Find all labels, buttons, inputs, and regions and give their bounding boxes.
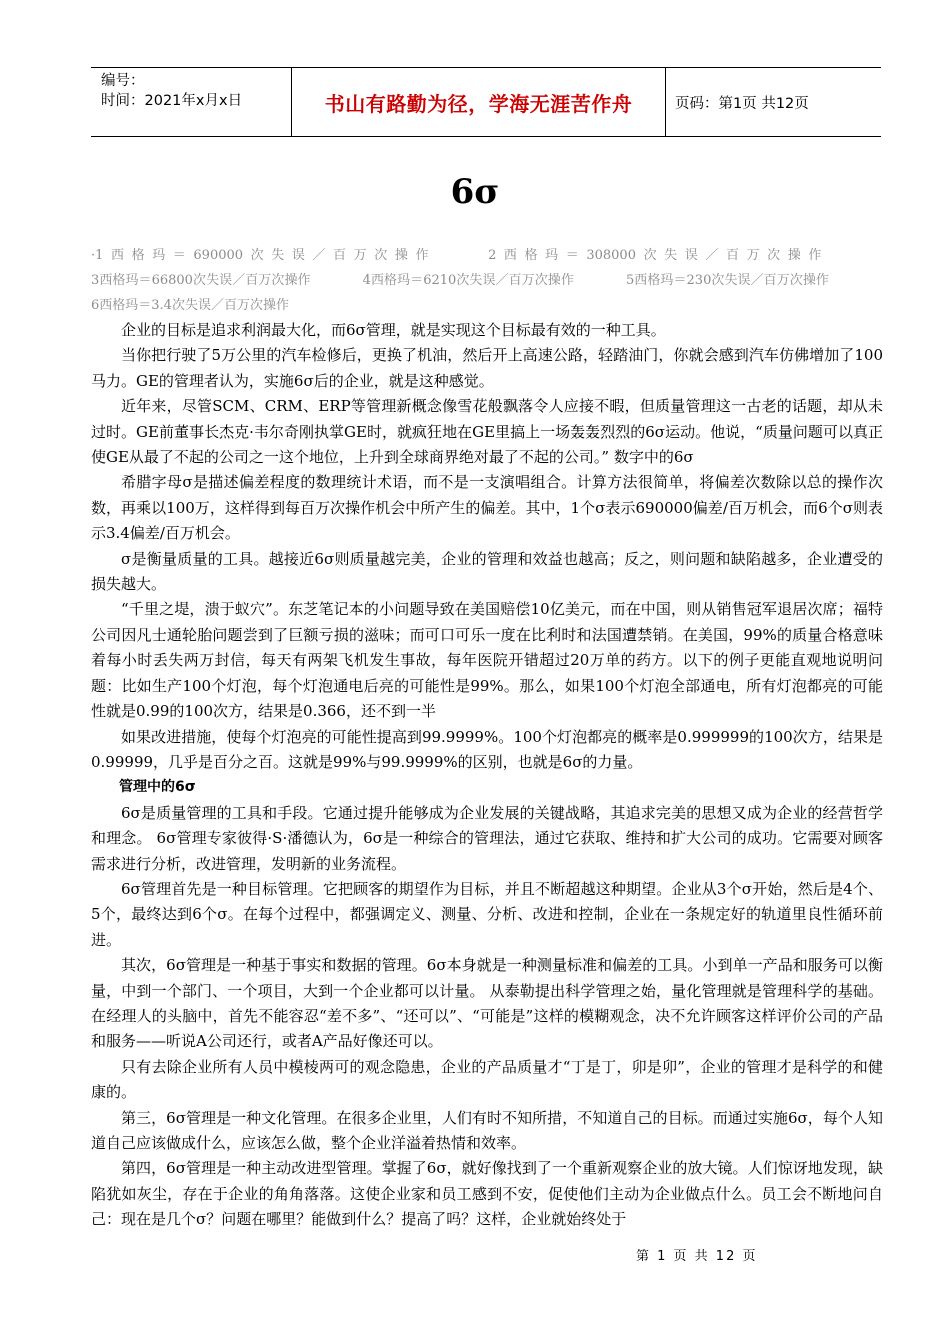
body-paragraph: 如果改进措施，使每个灯泡亮的可能性提高到99.9999%。100个灯泡都亮的概率是0.999999的100次方，结果是0.99999，几乎是百分之百。这就是99%与99.9999%的区别，也就是6σ的力量。	[91, 727, 883, 771]
header-left-cell	[91, 68, 292, 136]
body-paragraph: 6σ管理首先是一种目标管理。它把顾客的期望作为目标，并且不断超越这种期望。企业从3个σ开始，然后是4个、5个，最终达到6个σ。在每个过程中，都强调定义、测量、分析、改进和控制，企业在一条规定好的轨道里良性循环前进。	[91, 879, 883, 949]
body-paragraph: 第三，6σ管理是一种文化管理。在很多企业里，人们有时不知所措，不知道自己的目标。而通过实施6σ，每个人知道自己应该做成什么，应该怎么做，整个企业洋溢着热情和效率。	[91, 1108, 883, 1152]
sigma-level-item: 6西格玛＝3.4次失误／百万次操作	[91, 298, 289, 313]
body-paragraph: 当你把行驶了5万公里的汽车检修后，更换了机油，然后开上高速公路，轻踏油门，你就会感到汽车仿佛增加了100马力。GE的管理者认为，实施6σ后的企业，就是这种感觉。	[91, 346, 883, 390]
section-heading: 管理中的6σ	[119, 779, 196, 796]
header-slogan: 书山有路勤为径，学海无涯苦作舟	[292, 68, 666, 136]
body-paragraph: 第四，6σ管理是一种主动改进型管理。掌握了6σ，就好像找到了一个重新观察企业的放大镜。人们惊讶地发现，缺陷犹如灰尘，存在于企业的角角落落。这使企业家和员工感到不安，促使他们主动为企业做点什么。员工会不断地问自己：现在是几个σ？问题在哪里？能做到什么？提高了吗？这样，企业就始终处于	[91, 1159, 883, 1229]
document-number: 编号：	[101, 73, 145, 89]
document-date: 时间：2021年x月x日	[101, 93, 243, 109]
body-paragraph: 希腊字母σ是描述偏差程度的数理统计术语，而不是一支演唱组合。计算方法很简单，将偏差次数除以总的操作次数，再乘以100万，这样得到每百万次操作机会中所产生的偏差。其中，1个σ表示690000偏差/百万机会，而6个σ则表示3.4偏差/百万机会。	[91, 473, 883, 543]
document-title: 6σ	[450, 172, 500, 212]
body-paragraph: 其次，6σ管理是一种基于事实和数据的管理。6σ本身就是一种测量标准和偏差的工具。小到单一产品和服务可以衡量，中到一个部门、一个项目，大到一个企业都可以计量。 从泰勒提出科学管理之始，量化管理就是管理科学的基础。在经理人的头脑中，首先不能容忍“差不多”、“还可以”、“可能是”这样的模糊观念，决不允许顾客这样评价公司的产品和服务——听说A公司还行，或者A产品好像还可以。	[91, 956, 883, 1051]
sigma-level-item: 4西格玛＝6210次失误／百万次操作	[362, 273, 574, 288]
sigma-level-item: 5西格玛＝230次失误／百万次操作	[625, 273, 829, 288]
body-paragraph: 近年来，尽管SCM、CRM、ERP等管理新概念像雪花般飘落令人应接不暇，但质量管理这一古老的话题，却从未过时。GE前董事长杰克·韦尔奇刚执掌GE时，就疯狂地在GE里搞上一场轰轰烈烈的6σ运动。他说，“质量问题可以真正使GE从最了不起的公司之一这个地位，上升到全球商界绝对最了不起的公司。” 数字中的6σ	[91, 397, 883, 467]
page-header	[91, 67, 881, 137]
body-paragraph: 只有去除企业所有人员中模棱两可的观念隐患，企业的产品质量才“丁是丁，卯是卯”，企业的管理才是科学的和健康的。	[91, 1057, 883, 1102]
sigma-level-item: 2西格玛＝308000次失误／百万次操作	[488, 248, 829, 263]
header-page-info: 页码：第1页 共12页	[675, 95, 809, 112]
body-paragraph: 企业的目标是追求利润最大化，而6σ管理，就是实现这个目标最有效的一种工具。	[121, 321, 666, 339]
body-paragraph: σ是衡量质量的工具。越接近6σ则质量越完美，企业的管理和效益也越高；反之，则问题和缺陷越多，企业遭受的损失越大。	[91, 549, 883, 594]
sigma-level-item: 3西格玛＝66800次失误／百万次操作	[91, 273, 311, 288]
body-paragraph: 6σ是质量管理的工具和手段。它通过提升能够成为企业发展的关键战略，其追求完美的思想又成为企业的经营哲学和理念。 6σ管理专家彼得·S·潘德认为，6σ是一种综合的管理法，通过它获取、维持和扩大公司的成功。它需要对顾客需求进行分析，改进管理，发明新的业务流程。	[91, 803, 883, 873]
sigma-level-item: ·1西格玛＝690000次失误／百万次操作	[91, 248, 437, 263]
sigma-levels-list	[91, 243, 881, 318]
body-paragraph: “千里之堤，溃于蚁穴”。东芝笔记本的小问题导致在美国赔偿10亿美元，而在中国，则从销售冠军退居次席；福特公司因凡士通轮胎问题尝到了巨额亏损的滋味；而可口可乐一度在比利时和法国遭禁销。在美国，99%的质量合格意味着每小时丢失两万封信，每天有两架飞机发生事故，每年医院开错超过20万单的药方。以下的例子更能直观地说明问题：比如生产100个灯泡，每个灯泡通电后亮的可能性是99%。那么，如果100个灯泡全部通电，所有灯泡都亮的可能性就是0.99的100次方，结果是0.366，还不到一半	[91, 600, 883, 721]
document-body	[91, 318, 883, 1233]
page-footer: 第 1 页 共 12 页	[636, 1249, 758, 1264]
